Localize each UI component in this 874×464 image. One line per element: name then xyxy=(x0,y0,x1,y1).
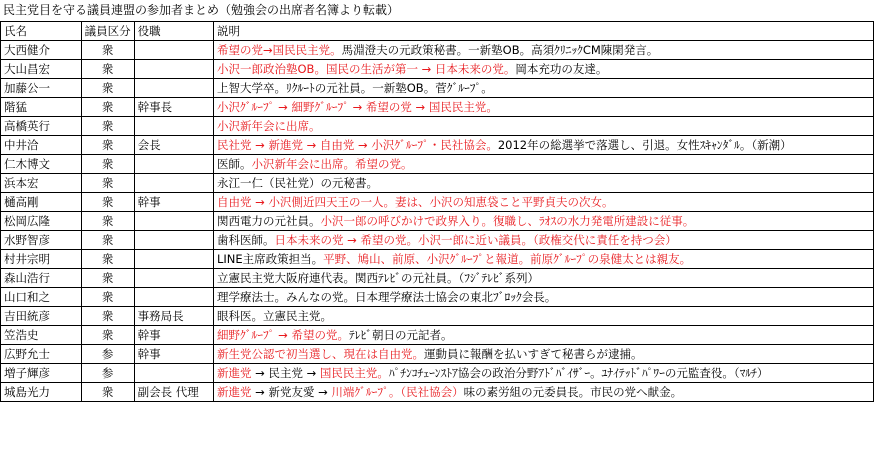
highlight-text: 小沢新年会に出席。希望の党。 xyxy=(251,157,413,171)
member-role xyxy=(134,174,213,193)
member-kubun: 衆 xyxy=(81,60,134,79)
highlight-text: 新進党 xyxy=(217,385,252,399)
highlight-text: 細野ｸﾞﾙｰﾌﾟ → 希望の党。 xyxy=(217,328,349,342)
member-name: 階猛 xyxy=(1,98,82,117)
member-role xyxy=(134,60,213,79)
plain-text: → 新党友愛 → xyxy=(251,385,332,399)
member-description xyxy=(214,98,874,117)
member-role: 幹事 xyxy=(134,326,213,345)
table-row xyxy=(1,174,874,193)
members-table xyxy=(0,21,874,402)
member-kubun: 参 xyxy=(81,364,134,383)
member-role xyxy=(134,269,213,288)
member-description xyxy=(214,231,874,250)
highlight-text: 小沢一郎政治塾OB。国民の生活が第一 → 日本未来の党。 xyxy=(217,62,516,76)
header-kubun: 議員区分 xyxy=(81,22,134,41)
plain-text: 立憲民主党大阪府連代表。関西ﾃﾚﾋﾞの元社員。（ﾌｼﾞﾃﾚﾋﾞ系列） xyxy=(217,271,539,285)
member-description xyxy=(214,345,874,364)
table-row xyxy=(1,60,874,79)
plain-text: 関西電力の元社員。 xyxy=(217,214,321,228)
member-name: 広野允士 xyxy=(1,345,82,364)
member-kubun: 衆 xyxy=(81,269,134,288)
highlight-text: 民社党 → 新進党 → 自由党 → 小沢ｸﾞﾙｰﾌﾟ・民社協会。 xyxy=(217,138,498,152)
highlight-text: 日本未来の党 → 希望の党。小沢一郎に近い議員。（政権交代に責任を持つ会） xyxy=(274,233,677,247)
member-name: 吉田統彦 xyxy=(1,307,82,326)
member-name: 大西健介 xyxy=(1,41,82,60)
member-description xyxy=(214,307,874,326)
member-kubun: 衆 xyxy=(81,136,134,155)
member-kubun: 衆 xyxy=(81,155,134,174)
plain-text: 馬淵澄夫の元政策秘書。一新塾OB。高須ｸﾘﾆｯｸCM陳閑発言。 xyxy=(341,43,659,57)
member-role xyxy=(134,364,213,383)
member-description xyxy=(214,79,874,98)
member-kubun: 衆 xyxy=(81,250,134,269)
highlight-text: 小沢ｸﾞﾙｰﾌﾟ → 細野ｸﾞﾙｰﾌﾟ → 希望の党 → 国民民主党。 xyxy=(217,100,498,114)
member-role xyxy=(134,79,213,98)
table-row xyxy=(1,136,874,155)
plain-text: 歯科医師。 xyxy=(217,233,275,247)
member-kubun: 衆 xyxy=(81,231,134,250)
highlight-text: 新生党公認で初当選し、現在は自由党。 xyxy=(217,347,424,361)
plain-text: → 民主党 → xyxy=(251,366,320,380)
table-row xyxy=(1,231,874,250)
plain-text: 眼科医。立憲民主党。 xyxy=(217,309,332,323)
member-role xyxy=(134,155,213,174)
member-kubun: 衆 xyxy=(81,383,134,402)
member-kubun: 衆 xyxy=(81,41,134,60)
member-kubun: 衆 xyxy=(81,79,134,98)
header-name: 氏名 xyxy=(1,22,82,41)
highlight-text: 新進党 xyxy=(217,366,252,380)
member-name: 浜本宏 xyxy=(1,174,82,193)
plain-text: ﾊﾟﾁﾝｺﾁｪｰﾝｽﾄｱ協会の政治分野ｱﾄﾞﾊﾞｲｻﾞｰ。ﾕﾅｲﾃｯﾄﾞﾊﾟﾜｰの元監査役。（ﾏﾙﾁ） xyxy=(388,366,769,380)
member-kubun: 衆 xyxy=(81,307,134,326)
highlight-text: 自由党 → 小沢側近四天王の一人。妻は、小沢の知恵袋こと平野貞夫の次女。 xyxy=(217,195,614,209)
member-description xyxy=(214,155,874,174)
member-role: 副会長 代理 xyxy=(134,383,213,402)
member-name: 増子輝彦 xyxy=(1,364,82,383)
member-role: 幹事長 xyxy=(134,98,213,117)
plain-text: ﾃﾚﾋﾞ朝日の元記者。 xyxy=(348,328,453,342)
member-name: 大山昌宏 xyxy=(1,60,82,79)
member-name: 樋高剛 xyxy=(1,193,82,212)
member-role xyxy=(134,41,213,60)
member-kubun: 参 xyxy=(81,345,134,364)
table-row xyxy=(1,79,874,98)
highlight-text: 国民民主党。 xyxy=(319,366,389,380)
highlight-text: 小沢新年会に出席。 xyxy=(217,119,321,133)
table-row xyxy=(1,41,874,60)
member-name: 加藤公一 xyxy=(1,79,82,98)
table-row xyxy=(1,288,874,307)
header-row xyxy=(1,22,874,41)
table-row xyxy=(1,364,874,383)
member-kubun: 衆 xyxy=(81,288,134,307)
member-role xyxy=(134,250,213,269)
member-description xyxy=(214,383,874,402)
member-name: 水野智彦 xyxy=(1,231,82,250)
plain-text: LINE主席政策担当。 xyxy=(217,252,324,266)
plain-text: 運動員に報酬を払いすぎて秘書らが逮捕。 xyxy=(424,347,643,361)
plain-text: 2012年の総選挙で落選し、引退。女性ｽｷｬﾝﾀﾞﾙ。（新潮） xyxy=(497,138,792,152)
table-row xyxy=(1,155,874,174)
member-name: 松岡広隆 xyxy=(1,212,82,231)
member-description xyxy=(214,326,874,345)
member-description xyxy=(214,193,874,212)
member-name: 高橋英行 xyxy=(1,117,82,136)
table-row xyxy=(1,345,874,364)
header-role: 役職 xyxy=(134,22,213,41)
table-body xyxy=(1,41,874,402)
member-role xyxy=(134,231,213,250)
plain-text: 岡本充功の友達。 xyxy=(515,62,608,76)
table-row xyxy=(1,98,874,117)
highlight-text: 川端ｸﾞﾙｰﾌﾟ。（民社協会） xyxy=(331,385,464,399)
member-role xyxy=(134,212,213,231)
member-kubun: 衆 xyxy=(81,193,134,212)
member-name: 城島光力 xyxy=(1,383,82,402)
member-name: 笠浩史 xyxy=(1,326,82,345)
member-role: 会長 xyxy=(134,136,213,155)
member-kubun: 衆 xyxy=(81,174,134,193)
table-row xyxy=(1,193,874,212)
member-kubun: 衆 xyxy=(81,212,134,231)
member-role: 幹事 xyxy=(134,345,213,364)
member-name: 中井洽 xyxy=(1,136,82,155)
table-row xyxy=(1,117,874,136)
member-description xyxy=(214,136,874,155)
plain-text: 理学療法士。みんなの党。日本理学療法士協会の東北ﾌﾞﾛｯｸ会長。 xyxy=(217,290,557,304)
member-role xyxy=(134,288,213,307)
member-name: 山口和之 xyxy=(1,288,82,307)
table-row xyxy=(1,250,874,269)
member-description xyxy=(214,250,874,269)
member-description xyxy=(214,41,874,60)
plain-text: 医師。 xyxy=(217,157,252,171)
page-caption: 民主党目を守る議員連盟の参加者まとめ（勉強会の出席者名簿より転載） xyxy=(3,3,400,17)
member-name: 森山浩行 xyxy=(1,269,82,288)
table-row xyxy=(1,212,874,231)
member-description xyxy=(214,364,874,383)
table-row xyxy=(1,269,874,288)
plain-text: 味の素労組の元委員長。市民の党へ献金。 xyxy=(463,385,683,399)
member-name: 村井宗明 xyxy=(1,250,82,269)
member-description xyxy=(214,174,874,193)
highlight-text: 希望の党→国民民主党。 xyxy=(217,43,342,57)
plain-text: 上智大学卒。ﾘｸﾙｰﾄの元社員。一新塾OB。菅ｸﾞﾙｰﾌﾟ。 xyxy=(217,81,493,95)
member-name: 仁木博文 xyxy=(1,155,82,174)
table-row xyxy=(1,383,874,402)
member-kubun: 衆 xyxy=(81,326,134,345)
member-kubun: 衆 xyxy=(81,98,134,117)
table-row xyxy=(1,307,874,326)
member-description xyxy=(214,117,874,136)
member-role xyxy=(134,117,213,136)
plain-text: 永江一仁（民社党）の元秘書。 xyxy=(217,176,378,190)
table-row xyxy=(1,326,874,345)
header-desc: 説明 xyxy=(214,22,874,41)
member-description xyxy=(214,269,874,288)
member-role: 幹事 xyxy=(134,193,213,212)
highlight-text: 平野、鳩山、前原、小沢ｸﾞﾙｰﾌﾟと報道。前原ｸﾞﾙｰﾌﾟの泉健太とは親友。 xyxy=(323,252,692,266)
member-description xyxy=(214,60,874,79)
highlight-text: 小沢一郎の呼びかけで政界入り。復職し、ﾗｵｽの水力発電所建設に従事。 xyxy=(320,214,695,228)
member-kubun: 衆 xyxy=(81,117,134,136)
member-description xyxy=(214,212,874,231)
member-description xyxy=(214,288,874,307)
member-role: 事務局長 xyxy=(134,307,213,326)
